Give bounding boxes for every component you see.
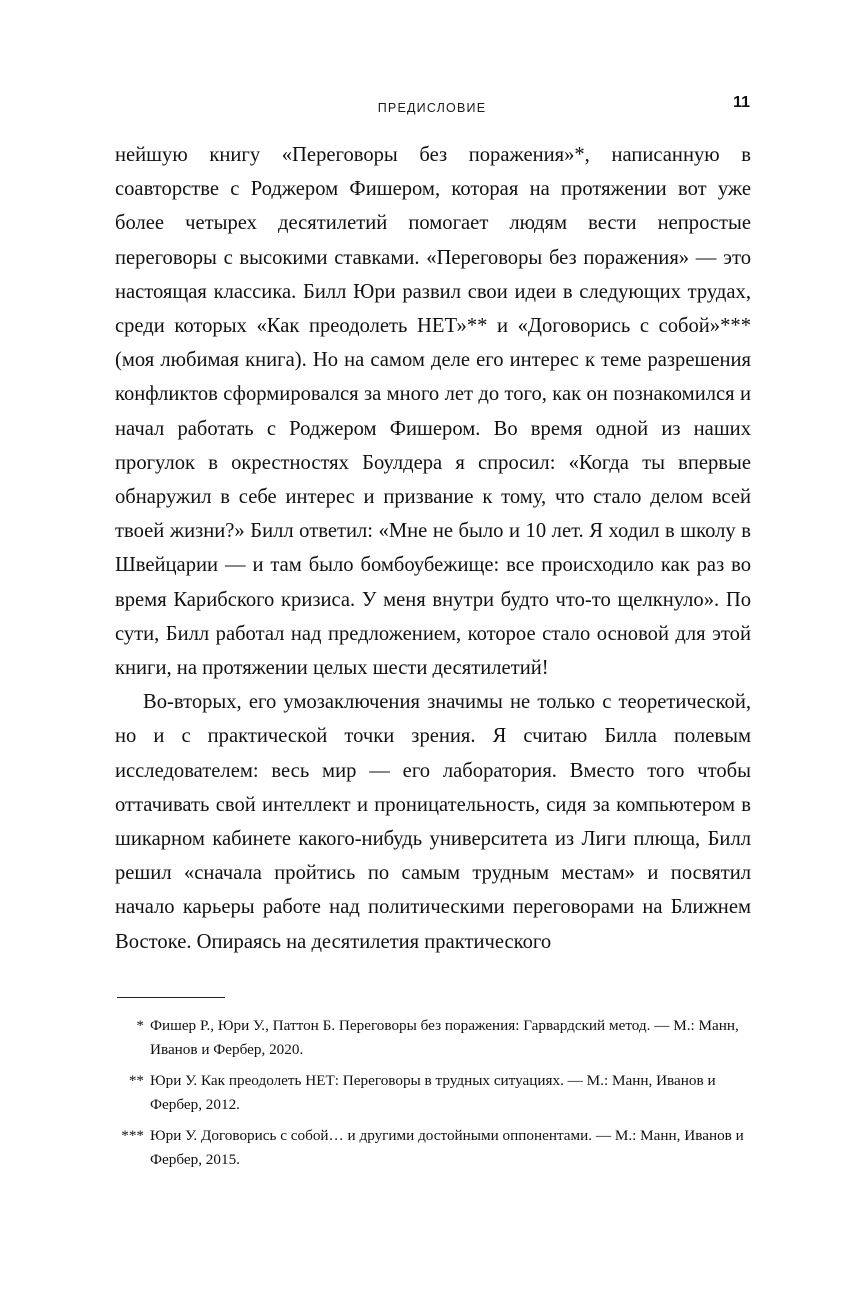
footnote-item [116, 1124, 752, 1173]
footnote-marker: * [136, 1017, 144, 1034]
footnote-item [116, 1014, 752, 1063]
footnote-text: Фишер Р., Юри У., Паттон Б. Переговоры без поражения: Гарвардский метод. — М.: Манн, Иванов и Фербер, 2020. [150, 1017, 739, 1059]
footnote-separator [117, 997, 225, 998]
body-text [115, 138, 751, 959]
footnote-item [116, 1069, 752, 1118]
footnote-text: Юри У. Договорись с собой… и другими достойными оппонентами. — М.: Манн, Иванов и Фербер, 2015. [150, 1126, 744, 1169]
footnote-text: Юри У. Как преодолеть НЕТ: Переговоры в трудных ситуациях. — М.: Манн, Иванов и Фербер, 2012. [150, 1071, 716, 1114]
footnote-marker: *** [121, 1126, 144, 1144]
footnote-list [116, 1014, 752, 1178]
footnote-marker: ** [128, 1071, 144, 1089]
paragraph-1: нейшую книгу «Переговоры без поражения»*, написанную в соавторстве с Роджером Фишером, которая на протяжении вот уже более четырех десятилетий помогает людям вести непростые переговоры с высокими ставками. «Переговоры без поражения» — это настоящая классика. Билл Юри развил свои идеи в следующих трудах, среди которых «Как преодолеть НЕТ»** и «Договорись с собой»*** (моя любимая книга). Но на самом деле его интерес к теме разрешения конфликтов сформировался за много лет до того, как он познакомился и начал работать с Роджером Фишером. Во время одной из наших прогулок в окрестностях Боулдера я спросил: «Когда ты впервые обнаружил в себе интерес и призвание к тому, что стало делом всей твоей жизни?» Билл ответил: «Мне не было и 10 лет. Я ходил в школу в Швейцарии — и там было бомбоубежище: все происходило как раз во время Карибского кризиса. У меня внутри будто что-то щелкнуло». По сути, Билл работал над предложением, которое стало основой для этой книги, на протяжении целых шести десятилетий! [115, 144, 751, 680]
running-head [112, 98, 752, 118]
page-number: 11 [733, 94, 750, 111]
running-head-title: ПРЕДИСЛОВИЕ [377, 101, 487, 115]
paragraph-2: Во-вторых, его умозаключения значимы не только с теоретической, но и с практической точки зрения. Я считаю Билла полевым исследователем: весь мир — его лаборатория. Вместо того чтобы оттачивать свой интеллект и проницательность, сидя за компьютером в шикарном кабинете какого-нибудь университета из Лиги плюща, Билл решил «сначала пройтись по самым трудным местам» и посвятил начало карьеры работе над политическими переговорами на Ближнем Востоке. Опираясь на десятилетия практического [115, 691, 751, 953]
